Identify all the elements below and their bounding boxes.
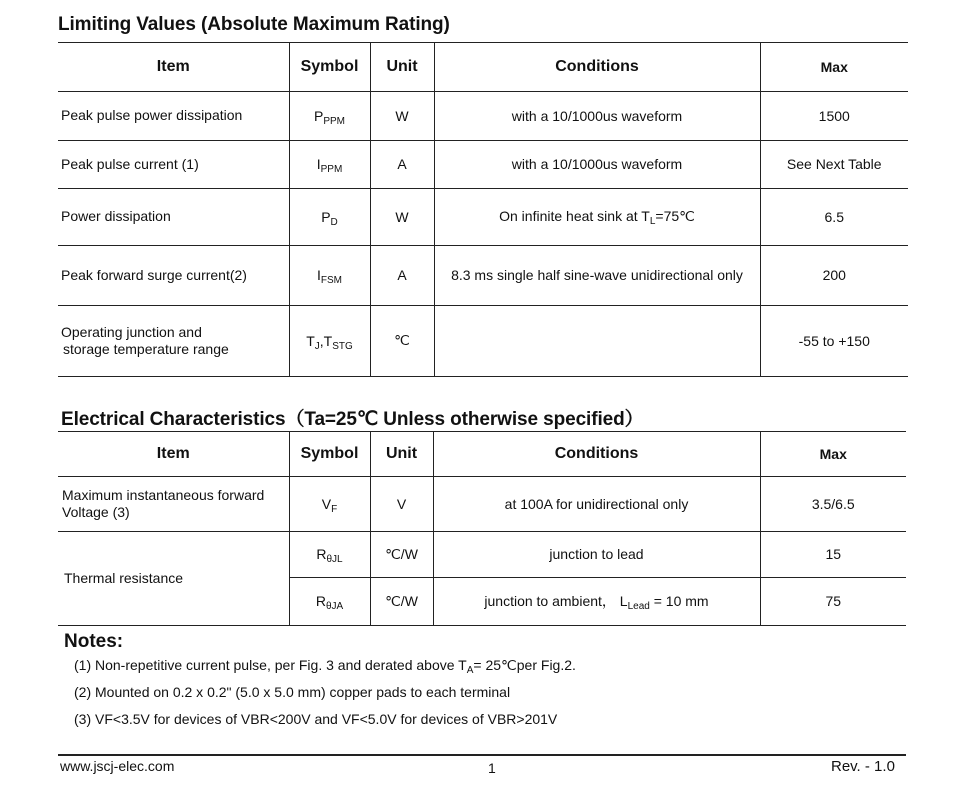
unit-cell: V xyxy=(370,476,433,531)
table-row xyxy=(58,245,908,305)
header-conditions: Conditions xyxy=(434,43,760,91)
item-cell: Power dissipation xyxy=(58,188,289,245)
conditions-cell: junction to ambient， $L_{Lead} = 10$ mm xyxy=(433,577,760,625)
symbol-cell: $V_F$ xyxy=(289,476,370,531)
header-symbol: Symbol xyxy=(289,432,370,476)
note-1: (1) Non-repetitive current pulse, per Fig. 3 and derated above $T_A=$ 25℃per Fig.2. xyxy=(74,657,576,676)
max-cell: 75 xyxy=(760,577,906,625)
table-row xyxy=(58,305,908,376)
symbol-cell: $I_{FSM}$ xyxy=(289,245,370,305)
symbol-cell: $P_D$ xyxy=(289,188,370,245)
unit-cell: ℃/W xyxy=(370,577,433,625)
table-header-row xyxy=(58,43,908,91)
header-unit: Unit xyxy=(370,432,433,476)
electrical-characteristics-title: Electrical Characteristics（Ta=25℃ Unless otherwise specified） xyxy=(61,409,644,430)
max-cell: 15 xyxy=(760,531,906,577)
max-cell: -55 to +150 xyxy=(760,305,908,376)
item-cell: Peak pulse current (1) xyxy=(58,140,289,188)
conditions-cell: 8.3 ms single half sine-wave unidirectional only xyxy=(434,245,760,305)
item-cell: Thermal resistance xyxy=(58,531,289,625)
table-row xyxy=(58,531,906,577)
header-max: Max xyxy=(760,432,906,476)
symbol-cell: $P_{PPM}$ xyxy=(289,91,370,140)
electrical-characteristics-table xyxy=(58,432,906,626)
max-cell: 3.5/6.5 xyxy=(760,476,906,531)
unit-cell: A xyxy=(370,140,434,188)
max-cell: See Next Table xyxy=(760,140,908,188)
symbol-cell: $I_{PPM}$ xyxy=(289,140,370,188)
unit-cell: W xyxy=(370,188,434,245)
max-cell: 200 xyxy=(760,245,908,305)
item-cell: Maximum instantaneous forward Voltage (3) xyxy=(58,476,289,531)
conditions-cell xyxy=(434,305,760,376)
table-row xyxy=(58,476,906,531)
header-conditions: Conditions xyxy=(433,432,760,476)
header-item: Item xyxy=(58,432,289,476)
page-number: 1 xyxy=(488,760,496,776)
conditions-cell: with a 10/1000us waveform xyxy=(434,91,760,140)
note-2: (2) Mounted on 0.2 x 0.2" (5.0 x 5.0 mm) copper pads to each terminal xyxy=(74,684,511,700)
item-cell: Peak pulse power dissipation xyxy=(58,91,289,140)
conditions-cell: at 100A for unidirectional only xyxy=(433,476,760,531)
limiting-values-table xyxy=(58,43,908,377)
conditions-cell: with a 10/1000us waveform xyxy=(434,140,760,188)
note-3: (3) VF<3.5V for devices of VBR<200V and VF<5.0V for devices of VBR>201V xyxy=(74,711,558,727)
header-unit: Unit xyxy=(370,43,434,91)
table-row xyxy=(58,91,908,140)
footer-rule xyxy=(58,754,906,756)
conditions-cell: On infinite heat sink at $T_L=75℃$ xyxy=(434,188,760,245)
footer-website: www.jscj-elec.com xyxy=(60,758,175,774)
symbol-cell: $R_{\theta JA}$ xyxy=(289,577,370,625)
item-cell: Peak forward surge current(2) xyxy=(58,245,289,305)
notes-title: Notes: xyxy=(64,631,124,652)
unit-cell: W xyxy=(370,91,434,140)
item-cell: Operating junction and storage temperature range xyxy=(58,305,289,376)
table-row xyxy=(58,140,908,188)
unit-cell: ℃ xyxy=(370,305,434,376)
max-cell: 1500 xyxy=(760,91,908,140)
symbol-cell: $R_{\theta JL}$ xyxy=(289,531,370,577)
unit-cell: A xyxy=(370,245,434,305)
conditions-cell: junction to lead xyxy=(433,531,760,577)
symbol-cell: $T_J,T_{STG}$ xyxy=(289,305,370,376)
limiting-values-title: Limiting Values (Absolute Maximum Rating) xyxy=(58,14,450,35)
revision-label: Rev. - 1.0 xyxy=(831,758,895,775)
table-header-row xyxy=(58,432,906,476)
header-max: Max xyxy=(760,43,908,91)
header-symbol: Symbol xyxy=(289,43,370,91)
table-row xyxy=(58,188,908,245)
header-item: Item xyxy=(58,43,289,91)
unit-cell: ℃/W xyxy=(370,531,433,577)
max-cell: 6.5 xyxy=(760,188,908,245)
